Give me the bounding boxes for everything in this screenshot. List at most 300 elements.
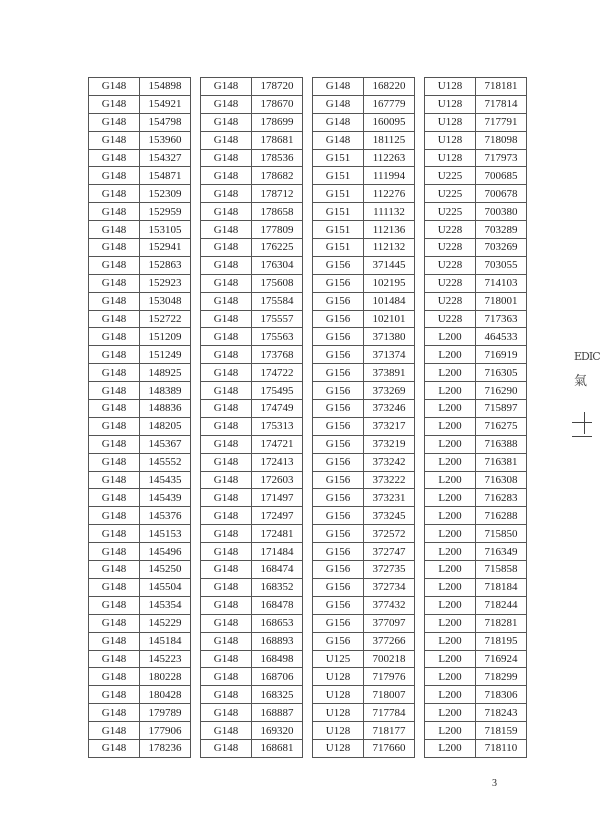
model-code-cell: G151 xyxy=(313,221,364,239)
table-row xyxy=(313,507,415,525)
model-code-cell: G148 xyxy=(89,739,140,757)
model-code-cell: U128 xyxy=(425,78,476,96)
model-code-cell: G148 xyxy=(89,256,140,274)
model-code-cell: U128 xyxy=(313,704,364,722)
serial-number-cell: 716290 xyxy=(476,382,527,400)
serial-number-cell: 151209 xyxy=(140,328,191,346)
table-row xyxy=(89,239,191,257)
model-code-cell: G148 xyxy=(201,131,252,149)
serial-number-cell: 178681 xyxy=(252,131,303,149)
table-row xyxy=(313,149,415,167)
model-code-cell: L200 xyxy=(425,489,476,507)
serial-number-cell: 174749 xyxy=(252,400,303,418)
model-code-cell: L200 xyxy=(425,686,476,704)
serial-number-cell: 145376 xyxy=(140,507,191,525)
model-code-cell: L200 xyxy=(425,596,476,614)
model-code-cell: G148 xyxy=(201,292,252,310)
model-code-cell: G148 xyxy=(89,722,140,740)
model-code-cell: G148 xyxy=(201,471,252,489)
serial-number-cell: 718195 xyxy=(476,632,527,650)
table-row xyxy=(425,149,527,167)
model-code-cell: G148 xyxy=(201,400,252,418)
table-row xyxy=(201,686,303,704)
model-code-cell: U225 xyxy=(425,167,476,185)
model-code-cell: G148 xyxy=(201,435,252,453)
model-code-cell: U125 xyxy=(313,650,364,668)
model-code-cell: G148 xyxy=(89,632,140,650)
table-row xyxy=(201,95,303,113)
serial-number-cell: 178712 xyxy=(252,185,303,203)
model-code-cell: G148 xyxy=(313,78,364,96)
serial-number-cell: 717363 xyxy=(476,310,527,328)
table-row xyxy=(313,203,415,221)
serial-number-cell: 180228 xyxy=(140,668,191,686)
table-row xyxy=(313,221,415,239)
model-code-cell: U225 xyxy=(425,185,476,203)
table-row xyxy=(201,382,303,400)
table-row xyxy=(313,239,415,257)
table-row xyxy=(313,489,415,507)
serial-number-cell: 716924 xyxy=(476,650,527,668)
table-row xyxy=(89,686,191,704)
serial-number-cell: 172497 xyxy=(252,507,303,525)
serial-number-cell: 377097 xyxy=(364,614,415,632)
table-row xyxy=(425,596,527,614)
serial-number-cell: 169320 xyxy=(252,722,303,740)
model-code-cell: G148 xyxy=(89,578,140,596)
table-row xyxy=(89,113,191,131)
serial-number-cell: 717973 xyxy=(476,149,527,167)
model-code-cell: U228 xyxy=(425,239,476,257)
model-code-cell: G156 xyxy=(313,310,364,328)
model-code-cell: G148 xyxy=(201,221,252,239)
serial-number-cell: 168887 xyxy=(252,704,303,722)
serial-number-cell: 145229 xyxy=(140,614,191,632)
model-code-cell: G148 xyxy=(89,507,140,525)
model-code-cell: G148 xyxy=(201,739,252,757)
table-row xyxy=(201,614,303,632)
model-code-cell: L200 xyxy=(425,364,476,382)
table-row xyxy=(425,382,527,400)
serial-number-cell: 377266 xyxy=(364,632,415,650)
table-row xyxy=(425,722,527,740)
model-code-cell: G148 xyxy=(201,95,252,113)
table-row xyxy=(425,256,527,274)
model-code-cell: G148 xyxy=(201,328,252,346)
table-row xyxy=(201,471,303,489)
model-code-cell: G148 xyxy=(201,239,252,257)
model-code-cell: G148 xyxy=(89,668,140,686)
serial-number-cell: 168325 xyxy=(252,686,303,704)
serial-number-cell: 168478 xyxy=(252,596,303,614)
table-row xyxy=(313,722,415,740)
model-code-cell: G156 xyxy=(313,507,364,525)
serial-number-cell: 373246 xyxy=(364,400,415,418)
stamp-line xyxy=(572,436,592,437)
model-code-cell: U228 xyxy=(425,221,476,239)
serial-number-cell: 718243 xyxy=(476,704,527,722)
table-row xyxy=(313,632,415,650)
serial-number-cell: 145435 xyxy=(140,471,191,489)
serial-number-cell: 152863 xyxy=(140,256,191,274)
table-row xyxy=(89,650,191,668)
serial-number-cell: 168681 xyxy=(252,739,303,757)
serial-number-cell: 168352 xyxy=(252,578,303,596)
table-row xyxy=(313,274,415,292)
model-code-cell: G148 xyxy=(89,704,140,722)
table-row xyxy=(313,417,415,435)
model-code-cell: G148 xyxy=(201,364,252,382)
table-row xyxy=(89,203,191,221)
table-row xyxy=(89,274,191,292)
table-row xyxy=(425,167,527,185)
table-row xyxy=(201,364,303,382)
table-row xyxy=(425,364,527,382)
serial-number-cell: 152722 xyxy=(140,310,191,328)
table-row xyxy=(425,525,527,543)
table-row xyxy=(201,417,303,435)
model-code-cell: G148 xyxy=(201,382,252,400)
serial-number-cell: 175563 xyxy=(252,328,303,346)
table-row xyxy=(425,95,527,113)
serial-number-cell: 718306 xyxy=(476,686,527,704)
model-code-cell: G148 xyxy=(201,632,252,650)
serial-number-cell: 154898 xyxy=(140,78,191,96)
model-code-cell: G156 xyxy=(313,614,364,632)
model-code-cell: G148 xyxy=(313,95,364,113)
table-row xyxy=(201,328,303,346)
serial-number-cell: 178720 xyxy=(252,78,303,96)
serial-number-cell: 373245 xyxy=(364,507,415,525)
model-code-cell: G148 xyxy=(201,185,252,203)
serial-number-cell: 175557 xyxy=(252,310,303,328)
table-row xyxy=(201,167,303,185)
serial-number-cell: 154798 xyxy=(140,113,191,131)
model-code-cell: G148 xyxy=(89,596,140,614)
table-row xyxy=(425,185,527,203)
table-row xyxy=(89,543,191,561)
table-row xyxy=(313,328,415,346)
model-code-cell: G148 xyxy=(89,400,140,418)
table-row xyxy=(425,78,527,96)
table-row xyxy=(89,131,191,149)
serial-number-cell: 700678 xyxy=(476,185,527,203)
serial-number-cell: 112276 xyxy=(364,185,415,203)
serial-number-cell: 175584 xyxy=(252,292,303,310)
model-code-cell: G148 xyxy=(89,149,140,167)
model-code-cell: G156 xyxy=(313,417,364,435)
model-code-cell: G148 xyxy=(89,292,140,310)
serial-number-cell: 148925 xyxy=(140,364,191,382)
model-code-cell: G156 xyxy=(313,578,364,596)
model-code-cell: G148 xyxy=(201,596,252,614)
serial-number-cell: 145184 xyxy=(140,632,191,650)
table-row xyxy=(425,614,527,632)
serial-number-cell: 153960 xyxy=(140,131,191,149)
serial-number-cell: 373231 xyxy=(364,489,415,507)
model-code-cell: U128 xyxy=(425,149,476,167)
serial-number-cell: 181125 xyxy=(364,131,415,149)
model-code-cell: L200 xyxy=(425,739,476,757)
serial-number-cell: 464533 xyxy=(476,328,527,346)
data-table-4 xyxy=(424,77,527,758)
table-row xyxy=(89,578,191,596)
table-row xyxy=(89,221,191,239)
table-row xyxy=(89,364,191,382)
side-stamp xyxy=(572,350,600,460)
table-row xyxy=(201,453,303,471)
table-row xyxy=(89,256,191,274)
table-row xyxy=(89,400,191,418)
table-row xyxy=(425,346,527,364)
table-row xyxy=(201,221,303,239)
serial-number-cell: 171484 xyxy=(252,543,303,561)
serial-number-cell: 716308 xyxy=(476,471,527,489)
serial-number-cell: 718110 xyxy=(476,739,527,757)
model-code-cell: G148 xyxy=(201,578,252,596)
table-row xyxy=(89,417,191,435)
model-code-cell: L200 xyxy=(425,704,476,722)
serial-number-cell: 718281 xyxy=(476,614,527,632)
table-row xyxy=(425,561,527,579)
table-row xyxy=(313,614,415,632)
table-row xyxy=(201,149,303,167)
model-code-cell: G156 xyxy=(313,274,364,292)
table-row xyxy=(313,185,415,203)
model-code-cell: G156 xyxy=(313,489,364,507)
table-row xyxy=(201,435,303,453)
table-row xyxy=(313,650,415,668)
serial-number-cell: 718001 xyxy=(476,292,527,310)
table-row xyxy=(313,382,415,400)
table-row xyxy=(313,131,415,149)
serial-number-cell: 168220 xyxy=(364,78,415,96)
stamp-line xyxy=(572,422,592,423)
table-row xyxy=(89,292,191,310)
table-row xyxy=(89,382,191,400)
table-row xyxy=(89,614,191,632)
table-row xyxy=(201,239,303,257)
table-row xyxy=(201,704,303,722)
serial-number-cell: 175495 xyxy=(252,382,303,400)
table-row xyxy=(425,274,527,292)
serial-number-cell: 172603 xyxy=(252,471,303,489)
table-row xyxy=(425,489,527,507)
table-row xyxy=(89,561,191,579)
model-code-cell: G148 xyxy=(89,113,140,131)
serial-number-cell: 377432 xyxy=(364,596,415,614)
table-row xyxy=(313,453,415,471)
model-code-cell: G148 xyxy=(89,167,140,185)
model-code-cell: G148 xyxy=(201,561,252,579)
serial-number-cell: 716283 xyxy=(476,489,527,507)
table-row xyxy=(425,578,527,596)
serial-number-cell: 145496 xyxy=(140,543,191,561)
serial-number-cell: 145153 xyxy=(140,525,191,543)
table-row xyxy=(201,78,303,96)
serial-number-cell: 178236 xyxy=(140,739,191,757)
serial-number-cell: 148389 xyxy=(140,382,191,400)
table-row xyxy=(201,292,303,310)
model-code-cell: G148 xyxy=(89,95,140,113)
stamp-text-1: EDIC xyxy=(574,350,600,363)
model-code-cell: G156 xyxy=(313,453,364,471)
table-row xyxy=(313,400,415,418)
table-row xyxy=(89,471,191,489)
table-row xyxy=(89,167,191,185)
model-code-cell: L200 xyxy=(425,614,476,632)
table-row xyxy=(89,346,191,364)
model-code-cell: G148 xyxy=(89,310,140,328)
model-code-cell: G148 xyxy=(89,435,140,453)
model-code-cell: G148 xyxy=(201,614,252,632)
serial-number-cell: 168474 xyxy=(252,561,303,579)
serial-number-cell: 718299 xyxy=(476,668,527,686)
data-table-1 xyxy=(88,77,191,758)
table-row xyxy=(313,543,415,561)
serial-number-cell: 154327 xyxy=(140,149,191,167)
table-row xyxy=(313,167,415,185)
model-code-cell: G148 xyxy=(89,525,140,543)
model-code-cell: G151 xyxy=(313,239,364,257)
serial-number-cell: 703055 xyxy=(476,256,527,274)
table-row xyxy=(201,722,303,740)
serial-number-cell: 172481 xyxy=(252,525,303,543)
model-code-cell: G148 xyxy=(201,722,252,740)
table-row xyxy=(89,310,191,328)
model-code-cell: G151 xyxy=(313,149,364,167)
serial-number-cell: 167779 xyxy=(364,95,415,113)
table-row xyxy=(425,668,527,686)
table-row xyxy=(201,131,303,149)
table-row xyxy=(201,400,303,418)
model-code-cell: G148 xyxy=(89,382,140,400)
serial-number-cell: 152923 xyxy=(140,274,191,292)
table-row xyxy=(89,722,191,740)
model-code-cell: G156 xyxy=(313,525,364,543)
table-row xyxy=(425,471,527,489)
table-row xyxy=(313,704,415,722)
serial-number-cell: 151249 xyxy=(140,346,191,364)
model-code-cell: G148 xyxy=(313,113,364,131)
serial-number-cell: 716381 xyxy=(476,453,527,471)
serial-number-cell: 373219 xyxy=(364,435,415,453)
serial-number-cell: 179789 xyxy=(140,704,191,722)
table-row xyxy=(201,632,303,650)
model-code-cell: U228 xyxy=(425,310,476,328)
model-code-cell: L200 xyxy=(425,525,476,543)
serial-number-cell: 112136 xyxy=(364,221,415,239)
table-row xyxy=(425,203,527,221)
model-code-cell: L200 xyxy=(425,346,476,364)
model-code-cell: L200 xyxy=(425,453,476,471)
model-code-cell: G148 xyxy=(89,489,140,507)
table-row xyxy=(89,739,191,757)
table-row xyxy=(425,113,527,131)
table-row xyxy=(425,543,527,561)
serial-number-cell: 718244 xyxy=(476,596,527,614)
model-code-cell: G148 xyxy=(201,650,252,668)
table-row xyxy=(313,435,415,453)
table-row xyxy=(425,632,527,650)
serial-number-cell: 700685 xyxy=(476,167,527,185)
serial-number-cell: 173768 xyxy=(252,346,303,364)
table-row xyxy=(201,185,303,203)
serial-number-cell: 718177 xyxy=(364,722,415,740)
model-code-cell: G148 xyxy=(201,310,252,328)
model-code-cell: G148 xyxy=(201,704,252,722)
serial-number-cell: 168498 xyxy=(252,650,303,668)
serial-number-cell: 177906 xyxy=(140,722,191,740)
model-code-cell: G148 xyxy=(201,274,252,292)
serial-number-cell: 102101 xyxy=(364,310,415,328)
serial-number-cell: 373891 xyxy=(364,364,415,382)
table-row xyxy=(425,131,527,149)
table-row xyxy=(313,256,415,274)
page-number: 3 xyxy=(492,778,497,789)
serial-number-cell: 372572 xyxy=(364,525,415,543)
stamp-line xyxy=(584,412,585,434)
table-row xyxy=(313,739,415,757)
serial-number-cell: 718159 xyxy=(476,722,527,740)
table-row xyxy=(89,328,191,346)
serial-number-cell: 112263 xyxy=(364,149,415,167)
serial-number-cell: 718184 xyxy=(476,578,527,596)
table-row xyxy=(201,507,303,525)
serial-number-cell: 700380 xyxy=(476,203,527,221)
table-row xyxy=(313,686,415,704)
serial-number-cell: 700218 xyxy=(364,650,415,668)
model-code-cell: L200 xyxy=(425,668,476,686)
serial-number-cell: 373217 xyxy=(364,417,415,435)
table-row xyxy=(425,221,527,239)
model-code-cell: G148 xyxy=(89,686,140,704)
table-row xyxy=(89,507,191,525)
serial-number-cell: 174721 xyxy=(252,435,303,453)
serial-number-cell: 148836 xyxy=(140,400,191,418)
serial-number-cell: 717976 xyxy=(364,668,415,686)
model-code-cell: G156 xyxy=(313,471,364,489)
serial-number-cell: 171497 xyxy=(252,489,303,507)
serial-number-cell: 175313 xyxy=(252,417,303,435)
model-code-cell: G148 xyxy=(201,507,252,525)
table-row xyxy=(201,274,303,292)
model-code-cell: L200 xyxy=(425,561,476,579)
serial-number-cell: 715850 xyxy=(476,525,527,543)
model-code-cell: G148 xyxy=(201,78,252,96)
model-code-cell: G148 xyxy=(89,203,140,221)
serial-number-cell: 373222 xyxy=(364,471,415,489)
model-code-cell: L200 xyxy=(425,435,476,453)
model-code-cell: L200 xyxy=(425,722,476,740)
serial-number-cell: 717784 xyxy=(364,704,415,722)
model-code-cell: G148 xyxy=(89,185,140,203)
table-row xyxy=(313,578,415,596)
model-code-cell: G148 xyxy=(89,561,140,579)
model-code-cell: G148 xyxy=(89,543,140,561)
model-code-cell: G148 xyxy=(201,256,252,274)
table-row xyxy=(425,292,527,310)
table-row xyxy=(89,95,191,113)
model-code-cell: G148 xyxy=(201,525,252,543)
table-row xyxy=(425,417,527,435)
model-code-cell: G148 xyxy=(89,417,140,435)
table-row xyxy=(201,203,303,221)
model-code-cell: G148 xyxy=(201,149,252,167)
model-code-cell: L200 xyxy=(425,507,476,525)
table-row xyxy=(89,596,191,614)
serial-number-cell: 717814 xyxy=(476,95,527,113)
